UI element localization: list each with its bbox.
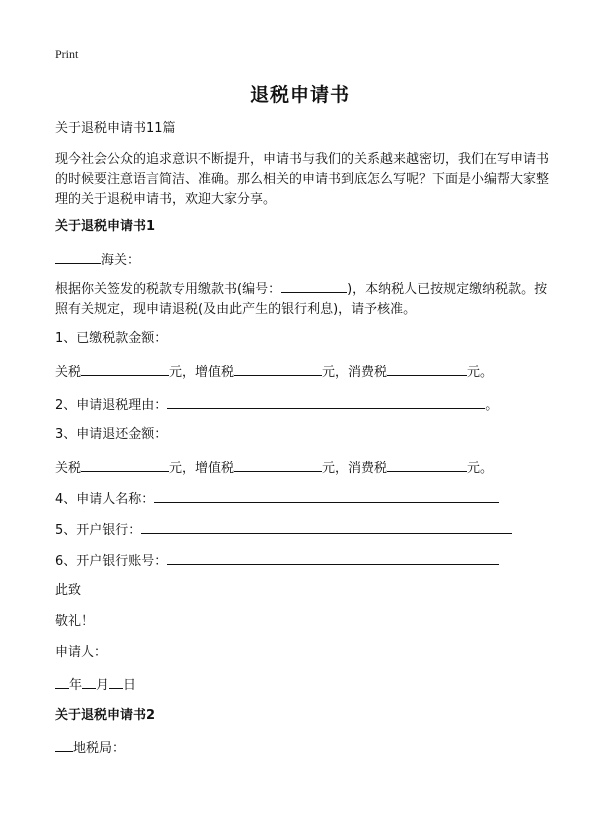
item1-label: 1、已缴税款金额： (55, 331, 168, 346)
item3-label: 3、申请退还金额： (55, 427, 168, 442)
local-tax-blank[interactable] (55, 738, 73, 752)
closing-1: 此致 (55, 583, 82, 598)
page-title: 退税申请书 (249, 84, 350, 106)
vat-blank[interactable] (234, 362, 322, 376)
item4-line (55, 489, 499, 509)
date-line (55, 675, 136, 695)
closing-2: 敬礼！ (55, 614, 95, 629)
consumption-tax-label: 元，消费税 (322, 365, 388, 380)
print-link[interactable]: Print (55, 47, 79, 61)
customs-label: 海关： (101, 253, 141, 268)
customs-tax-label: 关税 (55, 365, 82, 380)
day-blank[interactable] (109, 675, 123, 689)
vat-blank-2[interactable] (234, 458, 322, 472)
para1-after: )，本纳税人已按规定缴纳税款。按照有关规定，现申请退税(及由此产生的银行利息)，请予核准。 (55, 282, 548, 317)
vat-label: 元，增值税 (169, 365, 235, 380)
subtitle: 关于退税申请书11篇 (55, 121, 176, 136)
day-label: 日 (123, 678, 137, 693)
section1-heading: 关于退税申请书1 (55, 219, 156, 234)
item5-label: 5、开户银行： (55, 523, 142, 538)
year-blank[interactable] (55, 675, 69, 689)
item4-label: 4、申请人名称： (55, 492, 155, 507)
local-tax-line (55, 738, 125, 758)
customs-tax-blank-2[interactable] (81, 458, 169, 472)
ticket-number-blank[interactable] (281, 279, 347, 293)
consumption-tax-label-2: 元，消费税 (322, 461, 388, 476)
customs-line (55, 250, 140, 270)
vat-label-2: 元，增值税 (169, 461, 235, 476)
month-blank[interactable] (82, 675, 96, 689)
customs-tax-blank[interactable] (81, 362, 169, 376)
para1 (55, 279, 550, 320)
section2-heading: 关于退税申请书2 (55, 708, 156, 723)
month-label: 月 (96, 678, 110, 693)
item6-label: 6、开户银行账号： (55, 554, 168, 569)
refund-amount-line (55, 458, 493, 478)
tax-paid-line (55, 362, 493, 382)
item5-line (55, 520, 512, 540)
year-label: 年 (69, 678, 83, 693)
yuan-end-2: 元。 (467, 461, 494, 476)
consumption-tax-blank[interactable] (387, 362, 467, 376)
para1-before: 根据你关签发的税款专用缴款书(编号： (55, 282, 282, 297)
item6-line (55, 551, 499, 571)
yuan-end: 元。 (467, 365, 494, 380)
customs-blank[interactable] (55, 250, 101, 264)
customs-tax-label-2: 关税 (55, 461, 82, 476)
account-blank[interactable] (167, 551, 499, 565)
bank-blank[interactable] (141, 520, 512, 534)
item2-period: 。 (485, 398, 499, 413)
reason-blank[interactable] (167, 395, 485, 409)
applicant-name-blank[interactable] (154, 489, 499, 503)
item2-line (55, 395, 498, 415)
consumption-tax-blank-2[interactable] (387, 458, 467, 472)
item2-label: 2、申请退税理由： (55, 398, 168, 413)
intro-paragraph: 现今社会公众的追求意识不断提升，申请书与我们的关系越来越密切，我们在写申请书的时候要注意语言简洁、准确。那么相关的申请书到底怎么写呢？下面是小编帮大家整理的关于退税申请书，欢迎大家分享。 (55, 152, 550, 207)
local-tax-label: 地税局： (73, 741, 126, 756)
applicant-label: 申请人： (55, 645, 108, 660)
